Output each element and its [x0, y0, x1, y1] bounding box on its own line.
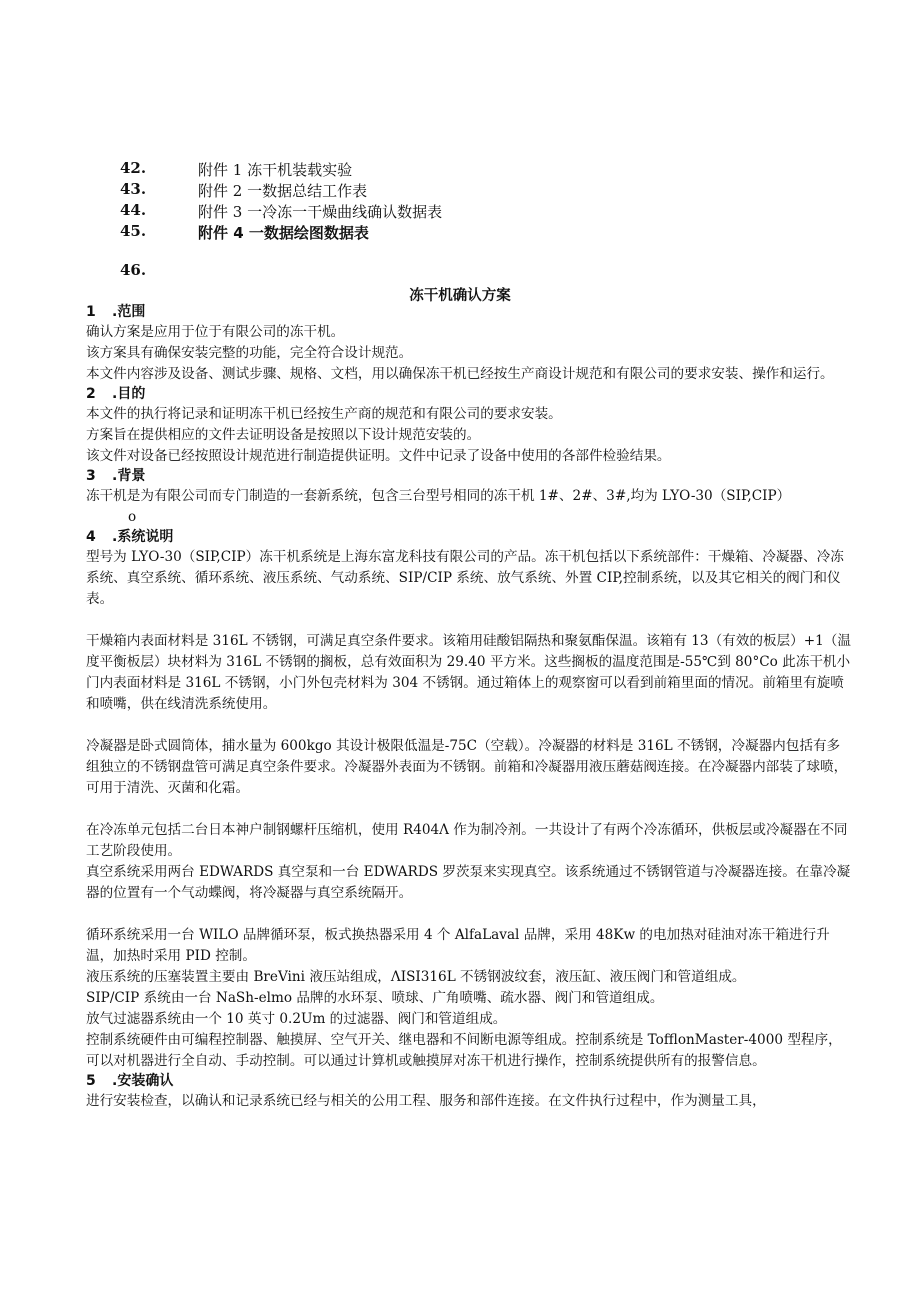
section-number: 5	[86, 1073, 96, 1089]
paragraph-gap	[86, 904, 852, 925]
section-heading-system-description	[86, 528, 852, 547]
section-title: .背景	[112, 468, 146, 484]
paragraph: 该方案具有确保安装完整的功能，完全符合设计规范。	[86, 345, 413, 361]
section-number: 3	[86, 468, 96, 484]
section-heading-scope	[86, 303, 852, 322]
section-number: 1	[86, 304, 96, 320]
section-title: .目的	[112, 386, 146, 402]
toc-number: 42.	[120, 159, 147, 177]
paragraph: 放气过滤器系统由一个 10 英寸 0.2Um 的过滤器、阀门和管道组成。	[86, 1011, 507, 1027]
paragraph: 进行安装检查，以确认和记录系统已经与相关的公用工程、服务和部件连接。在文件执行过程中，作为测量工具，	[86, 1093, 766, 1109]
section-title: .范围	[112, 304, 146, 320]
document-title: 冻干机确认方案	[409, 288, 511, 304]
toc-number: 45.	[120, 222, 147, 240]
paragraph: 控制系统硬件由可编程控制器、触摸屏、空气开关、继电器和不间断电源等组成。控制系统是 TofflonMaster-4000 型程序，可以对机器进行全自动、手动控制。可以通过计算机或触摸屏对冻干机进行操作，控制系统提供所有的报警信息。	[86, 1032, 842, 1069]
section-heading-installation	[86, 1072, 852, 1091]
toc-text: 附件 1 冻干机装载实验	[198, 161, 353, 179]
section-number: 4	[86, 529, 96, 545]
paragraph-gap	[86, 610, 852, 631]
document-body	[86, 303, 852, 1112]
paragraph: SIP/CIP 系统由一台 NaSh-elmo 品牌的水环泵、喷球、广角喷嘴、疏水器、阀门和管道组成。	[86, 990, 664, 1006]
paragraph: 确认方案是应用于位于有限公司的冻干机。	[86, 324, 345, 340]
section-heading-background	[86, 467, 852, 486]
toc-number: 43.	[120, 180, 147, 198]
paragraph: 型号为 LYO-30（SIP,CIP）冻干机系统是上海东富龙科技有限公司的产品。冻干机包括以下系统部件：干燥箱、冷凝器、冷冻系统、真空系统、循环系统、液压系统、气动系统、SIP/CIP 系统、放气系统、外置 CIP,控制系统，以及其它相关的阀门和仪表。	[86, 549, 844, 607]
toc-number: 44.	[120, 201, 147, 219]
paragraph: 方案旨在提供相应的文件去证明设备是按照以下设计规范安装的。	[86, 427, 481, 443]
paragraph: 冻干机是为有限公司而专门制造的一套新系统，包含三台型号相同的冻干机 1#、2#、3#,均为 LYO-30（SIP,CIP）	[86, 488, 791, 504]
toc-text: 附件 4 一数据绘图数据表	[198, 224, 369, 242]
toc-number: 46.	[120, 261, 147, 279]
paragraph: 在冷冻单元包括二台日本神户制钢螺杆压缩机，使用 R404Λ 作为制冷剂。一共设计了有两个冷冻循环，供板层或冷凝器在不同工艺阶段使用。	[86, 822, 848, 859]
section-heading-purpose	[86, 385, 852, 404]
paragraph-gap	[86, 799, 852, 820]
paragraph: 干燥箱内表面材料是 316L 不锈钢，可满足真空条件要求。该箱用硅酸铝隔热和聚氨酯保温。该箱有 13（有效的板层）+1（温度平衡板层）块材料为 316L 不锈钢的搁板，总有效面积为 29.40 平方米。这些搁板的温度范围是-55℃到 80°Co 此冻干机小门内表面材料是 316L 不锈钢，小门外包壳材料为 304 不锈钢。通过箱体上的观察窗可以看到前箱里面的情况。前箱里有旋喷和喷嘴，供在线清洗系统使用。	[86, 633, 851, 712]
paragraph-tail: o	[128, 509, 137, 525]
section-title: .安装确认	[112, 1073, 174, 1089]
toc-text: 附件 2 一数据总结工作表	[198, 182, 368, 200]
paragraph: 真空系统采用两台 EDWARDS 真空泵和一台 EDWARDS 罗茨泵来实现真空。该系统通过不锈钢管道与冷凝器连接。在靠冷凝器的位置有一个气动蝶阀，将冷凝器与真空系统隔开。	[86, 864, 851, 901]
paragraph: 冷凝器是卧式圆筒体，捕水量为 600kgo 其设计极限低温是-75C（空载）。冷凝器的材料是 316L 不锈钢，冷凝器内包括有多组独立的不锈钢盘管可满足真空条件要求。冷凝器外表面为不锈钢。前箱和冷凝器用液压蘑菇阀连接。在冷凝器内部装了球喷，可用于清洗、灭菌和化霜。	[86, 738, 848, 796]
paragraph: 液压系统的压塞装置主要由 BreVini 液压站组成，ΛISI316L 不锈钢波纹套，液压缸、液压阀门和管道组成。	[86, 969, 746, 985]
paragraph: 循环系统采用一台 WILO 品牌循环泵，板式换热器采用 4 个 AlfaLaval 品牌，采用 48Kw 的电加热对硅油对冻干箱进行升温，加热时采用 PID 控制。	[86, 927, 830, 964]
paragraph-gap	[86, 715, 852, 736]
paragraph: 本文件的执行将记录和证明冻干机已经按生产商的规范和有限公司的要求安装。	[86, 406, 562, 422]
section-title: .系统说明	[112, 529, 174, 545]
paragraph: 该文件对设备已经按照设计规范进行制造提供证明。文件中记录了设备中使用的各部件检验结果。	[86, 448, 671, 464]
toc-text: 附件 3 一冷冻一干燥曲线确认数据表	[198, 203, 443, 221]
paragraph: 本文件内容涉及设备、测试步骤、规格、文档，用以确保冻干机已经按生产商设计规范和有限公司的要求安装、操作和运行。	[86, 366, 834, 382]
section-number: 2	[86, 386, 96, 402]
